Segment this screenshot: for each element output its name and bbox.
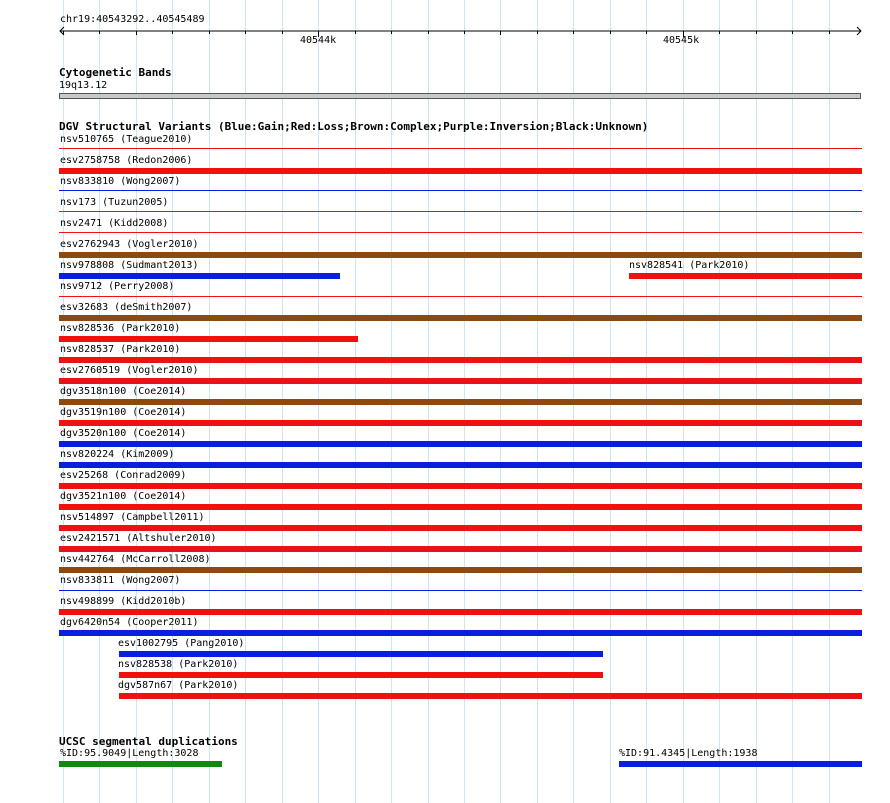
variant-label[interactable]: esv1002795 (Pang2010) [118,638,245,649]
variant-label[interactable]: dgv3521n100 (Coe2014) [60,491,187,502]
variant-bar[interactable] [119,693,862,699]
variant-bar[interactable] [59,420,862,426]
variant-bar[interactable] [59,441,862,447]
variant-bar[interactable] [59,148,862,149]
variant-bar[interactable] [59,399,862,405]
variant-label[interactable]: nsv978808 (Sudmant2013) [60,260,199,271]
variant-label[interactable]: nsv498899 (Kidd2010b) [60,596,187,607]
variant-label[interactable]: nsv442764 (McCarroll2008) [60,554,211,565]
variant-bar[interactable] [59,252,862,258]
variant-label[interactable]: esv25268 (Conrad2009) [60,470,187,481]
variant-label[interactable]: esv2760519 (Vogler2010) [60,365,199,376]
variant-label[interactable]: nsv510765 (Teague2010) [60,134,193,145]
variant-bar[interactable] [59,357,862,363]
variant-bar[interactable] [59,168,862,174]
variant-bar[interactable] [59,630,862,636]
variant-bar[interactable] [59,190,862,191]
variant-label[interactable]: nsv828538 (Park2010) [118,659,239,670]
variant-label[interactable]: esv2758758 (Redon2006) [60,155,193,166]
variant-bar[interactable] [59,546,862,552]
variant-bar[interactable] [119,672,603,678]
variant-label[interactable]: nsv9712 (Perry2008) [60,281,175,292]
variant-label[interactable]: dgv587n67 (Park2010) [118,680,239,691]
variant-label[interactable]: esv2762943 (Vogler2010) [60,239,199,250]
segdup-bar[interactable] [59,761,222,767]
variant-label[interactable]: dgv6420n54 (Cooper2011) [60,617,199,628]
variant-bar[interactable] [59,378,862,384]
segdup-bar[interactable] [619,761,862,767]
variant-label[interactable]: nsv820224 (Kim2009) [60,449,175,460]
tick-label-40545k: 40545k [663,35,700,46]
variant-bar[interactable] [59,504,862,510]
variant-bar[interactable] [59,296,862,297]
variant-bar[interactable] [59,525,862,531]
segdup-track-title[interactable]: UCSC segmental duplications [59,735,238,748]
variant-label[interactable]: nsv828536 (Park2010) [60,323,181,334]
variant-label[interactable]: nsv828537 (Park2010) [60,344,181,355]
dgv-track-title[interactable]: DGV Structural Variants (Blue:Gain;Red:Loss;Brown:Complex;Purple:Inversion;Black:Unknown) [59,120,649,133]
segdup-label[interactable]: %ID:95.9049|Length:3028 [60,748,199,759]
variant-label[interactable]: dgv3518n100 (Coe2014) [60,386,187,397]
variant-bar[interactable] [59,336,358,342]
variant-bar[interactable] [119,651,603,657]
variant-bar[interactable] [59,590,862,591]
variant-bar[interactable] [629,273,862,279]
location-label: chr19:40543292..40545489 [60,14,205,25]
cytoband-label: 19q13.12 [59,80,108,91]
variant-label[interactable]: nsv828541 (Park2010) [629,260,750,271]
variant-bar[interactable] [59,273,340,279]
tick-label-40544k: 40544k [300,35,337,46]
segdup-label[interactable]: %ID:91.4345|Length:1938 [619,748,758,759]
ruler-ticks [64,31,830,37]
variant-label[interactable]: nsv514897 (Campbell2011) [60,512,205,523]
variant-bar[interactable] [59,232,862,233]
variant-label[interactable]: nsv2471 (Kidd2008) [60,218,169,229]
variant-bar[interactable] [59,609,862,615]
variant-bar[interactable] [59,211,862,212]
variant-label[interactable]: dgv3519n100 (Coe2014) [60,407,187,418]
variant-label[interactable]: nsv173 (Tuzun2005) [60,197,169,208]
variant-label[interactable]: nsv833810 (Wong2007) [60,176,181,187]
variant-label[interactable]: nsv833811 (Wong2007) [60,575,181,586]
variant-bar[interactable] [59,315,862,321]
variant-label[interactable]: esv32683 (deSmith2007) [60,302,193,313]
cytoband-track-title[interactable]: Cytogenetic Bands [59,66,172,79]
variant-label[interactable]: dgv3520n100 (Coe2014) [60,428,187,439]
variant-bar[interactable] [59,462,862,468]
cytoband-bar[interactable] [59,93,861,99]
variant-label[interactable]: esv2421571 (Altshuler2010) [60,533,217,544]
variant-bar[interactable] [59,567,862,573]
variant-bar[interactable] [59,483,862,489]
